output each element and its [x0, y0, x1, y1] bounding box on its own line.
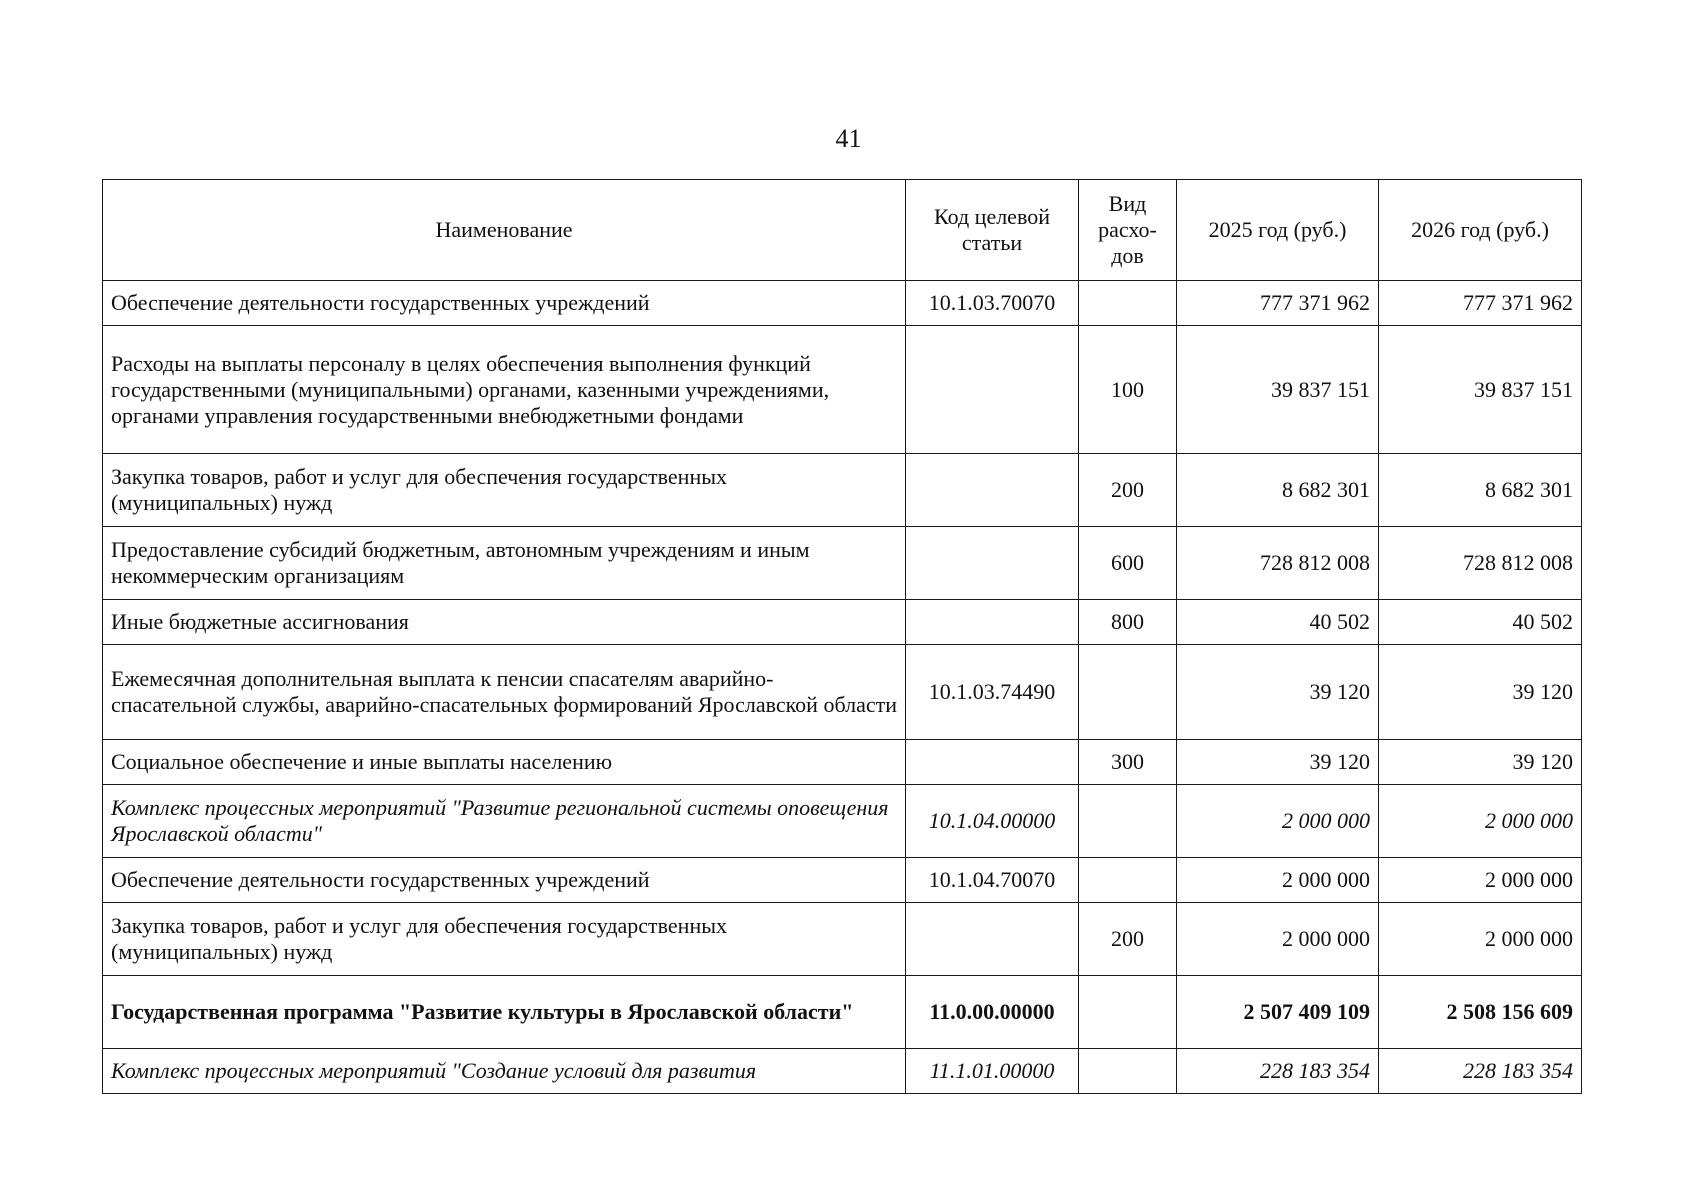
table-row [103, 903, 1582, 976]
row-2026: 39 120 [1379, 740, 1582, 785]
row-name: Иные бюджетные ассигнования [103, 600, 906, 645]
row-name: Закупка товаров, работ и услуг для обеспечения государственных (муниципальных) нужд [103, 454, 906, 527]
table-row [103, 785, 1582, 858]
row-name: Комплекс процессных мероприятий "Развитие региональной системы оповещения Ярославской области" [103, 785, 906, 858]
row-name: Закупка товаров, работ и услуг для обеспечения государственных (муниципальных) нужд [103, 903, 906, 976]
row-2026: 2 000 000 [1379, 785, 1582, 858]
header-type: Вид расхо-дов [1079, 180, 1177, 281]
row-2025: 39 120 [1177, 645, 1379, 740]
row-name: Предоставление субсидий бюджетным, автономным учреждениям и иным некоммерческим организациям [103, 527, 906, 600]
row-type [1079, 785, 1177, 858]
row-2026: 40 502 [1379, 600, 1582, 645]
row-name: Обеспечение деятельности государственных учреждений [103, 281, 906, 326]
row-type: 200 [1079, 903, 1177, 976]
row-name: Социальное обеспечение и иные выплаты населению [103, 740, 906, 785]
row-code [906, 600, 1079, 645]
row-name: Обеспечение деятельности государственных учреждений [103, 858, 906, 903]
table-header [103, 180, 1582, 281]
table-row [103, 740, 1582, 785]
row-type: 100 [1079, 326, 1177, 454]
row-2025: 2 000 000 [1177, 903, 1379, 976]
table-row [103, 645, 1582, 740]
row-type [1079, 1049, 1177, 1094]
page-number: 41 [835, 124, 862, 153]
row-type [1079, 645, 1177, 740]
row-2026: 2 508 156 609 [1379, 976, 1582, 1049]
table-row [103, 281, 1582, 326]
row-2026: 228 183 354 [1379, 1049, 1582, 1094]
table-row [103, 527, 1582, 600]
table-row [103, 976, 1582, 1049]
header-2026: 2026 год (руб.) [1379, 180, 1582, 281]
row-name: Комплекс процессных мероприятий "Создание условий для развития [103, 1049, 906, 1094]
row-type [1079, 858, 1177, 903]
row-name: Государственная программа "Развитие культуры в Ярославской области" [103, 976, 906, 1049]
table-row [103, 454, 1582, 527]
row-code: 10.1.03.74490 [906, 645, 1079, 740]
table-row [103, 1049, 1582, 1094]
row-2025: 728 812 008 [1177, 527, 1379, 600]
header-code: Код целевой статьи [906, 180, 1079, 281]
table-row [103, 600, 1582, 645]
row-name: Расходы на выплаты персоналу в целях обеспечения выполнения функций государственными (муниципальными) органами, казенными учреждениями, органами управления государственными внебюджетными фондами [103, 326, 906, 454]
row-code: 10.1.04.00000 [906, 785, 1079, 858]
row-2026: 8 682 301 [1379, 454, 1582, 527]
row-2025: 40 502 [1177, 600, 1379, 645]
row-code: 11.0.00.00000 [906, 976, 1079, 1049]
row-code [906, 903, 1079, 976]
row-2026: 2 000 000 [1379, 903, 1582, 976]
row-2025: 8 682 301 [1177, 454, 1379, 527]
row-2026: 777 371 962 [1379, 281, 1582, 326]
table-row [103, 858, 1582, 903]
header-name: Наименование [103, 180, 906, 281]
row-code [906, 527, 1079, 600]
row-2026: 728 812 008 [1379, 527, 1582, 600]
row-code [906, 326, 1079, 454]
row-code: 10.1.04.70070 [906, 858, 1079, 903]
table-row [103, 326, 1582, 454]
row-type: 600 [1079, 527, 1177, 600]
row-2026: 2 000 000 [1379, 858, 1582, 903]
row-2025: 39 120 [1177, 740, 1379, 785]
row-type [1079, 281, 1177, 326]
row-code [906, 740, 1079, 785]
row-2025: 228 183 354 [1177, 1049, 1379, 1094]
row-2025: 2 507 409 109 [1177, 976, 1379, 1049]
row-code: 11.1.01.00000 [906, 1049, 1079, 1094]
row-type: 300 [1079, 740, 1177, 785]
row-2025: 2 000 000 [1177, 858, 1379, 903]
header-2025: 2025 год (руб.) [1177, 180, 1379, 281]
row-2026: 39 120 [1379, 645, 1582, 740]
row-name: Ежемесячная дополнительная выплата к пенсии спасателям аварийно-спасательной службы, аварийно-спасательных формирований Ярославской области [103, 645, 906, 740]
row-2025: 777 371 962 [1177, 281, 1379, 326]
row-type: 200 [1079, 454, 1177, 527]
budget-table [102, 179, 1582, 1094]
row-type [1079, 976, 1177, 1049]
row-2026: 39 837 151 [1379, 326, 1582, 454]
row-2025: 39 837 151 [1177, 326, 1379, 454]
row-code [906, 454, 1079, 527]
row-code: 10.1.03.70070 [906, 281, 1079, 326]
row-2025: 2 000 000 [1177, 785, 1379, 858]
row-type: 800 [1079, 600, 1177, 645]
